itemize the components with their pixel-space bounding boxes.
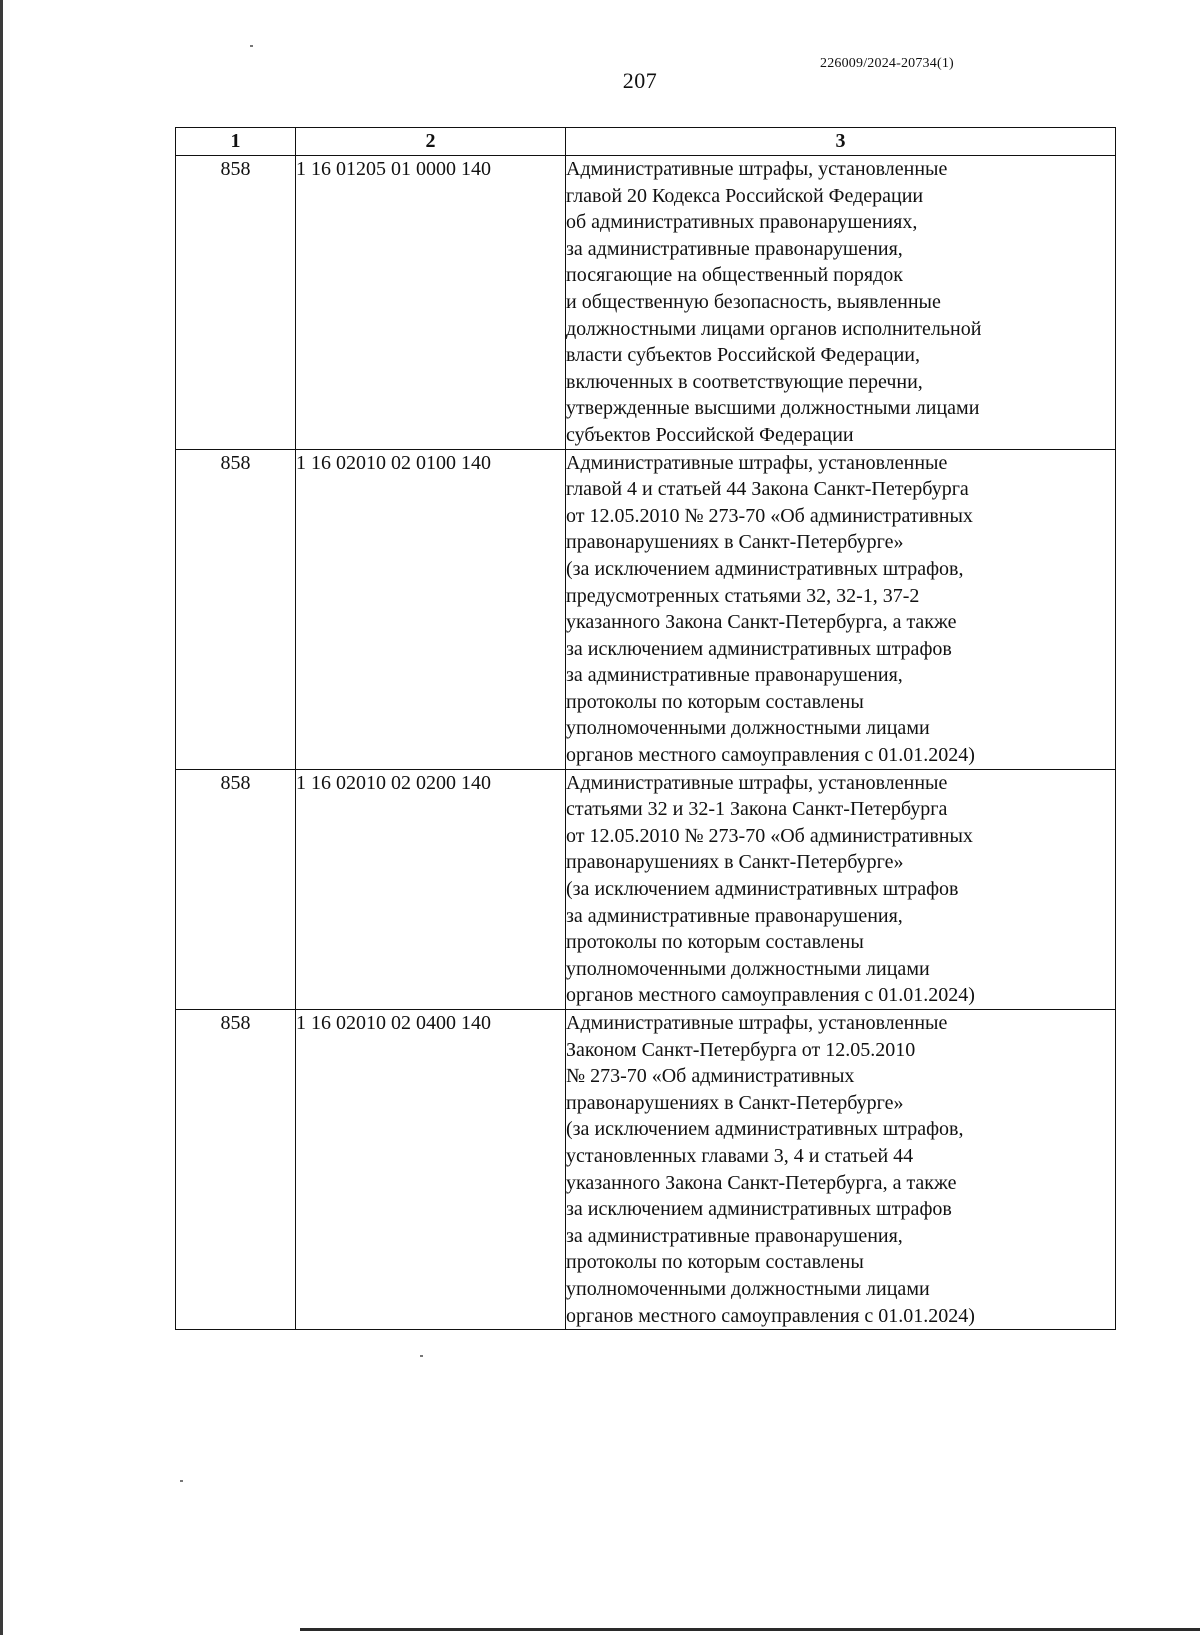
admin-code-cell: 858: [176, 1010, 296, 1330]
column-header-1: 1: [176, 128, 296, 156]
budget-codes-table: [175, 127, 1116, 1330]
table-row: [176, 156, 1116, 450]
admin-code-cell: 858: [176, 769, 296, 1009]
admin-code-cell: 858: [176, 156, 296, 450]
document-id-number: 226009/2024-20734(1): [820, 56, 954, 71]
table-row: [176, 769, 1116, 1009]
scan-speck: [250, 45, 253, 47]
column-header-3: 3: [566, 128, 1116, 156]
budget-code-cell: 1 16 02010 02 0100 140: [296, 449, 566, 769]
page-number: 207: [622, 68, 658, 93]
scan-bottom-edge: [300, 1628, 1200, 1631]
scan-speck: [420, 1355, 423, 1357]
table-row: [176, 449, 1116, 769]
scan-speck: [180, 1480, 183, 1482]
description-cell: Административные штрафы, установленные статьями 32 и 32-1 Закона Санкт-Петербурга от 12.05.2010 № 273-70 «Об административных правонарушениях в Санкт-Петербурге» (за исключением административных штрафов за административные правонарушения, протоколы по которым составлены уполномоченными должностными лицами органов местного самоуправления с 01.01.2024): [566, 769, 1116, 1009]
budget-code-cell: 1 16 02010 02 0200 140: [296, 769, 566, 1009]
column-header-2: 2: [296, 128, 566, 156]
table-row: [176, 1010, 1116, 1330]
scan-left-edge: [0, 0, 3, 1635]
admin-code-cell: 858: [176, 449, 296, 769]
description-cell: Административные штрафы, установленные Законом Санкт-Петербурга от 12.05.2010 № 273-70 «Об административных правонарушениях в Санкт-Петербурге» (за исключением административных штрафов, установленных главами 3, 4 и статьей 44 указанного Закона Санкт-Петербурга, а также за исключением административных штрафов за административные правонарушения, протоколы по которым составлены уполномоченными должностными лицами органов местного самоуправления с 01.01.2024): [566, 1010, 1116, 1330]
description-cell: Административные штрафы, установленные главой 4 и статьей 44 Закона Санкт-Петербурга от 12.05.2010 № 273-70 «Об административных правонарушениях в Санкт-Петербурге» (за исключением административных штрафов, предусмотренных статьями 32, 32-1, 37-2 указанного Закона Санкт-Петербурга, а также за исключением административных штрафов за административные правонарушения, протоколы по которым составлены уполномоченными должностными лицами органов местного самоуправления с 01.01.2024): [566, 449, 1116, 769]
table-header-row: [176, 128, 1116, 156]
budget-code-cell: 1 16 02010 02 0400 140: [296, 1010, 566, 1330]
description-cell: Административные штрафы, установленные главой 20 Кодекса Российской Федерации об административных правонарушениях, за административные правонарушения, посягающие на общественный порядок и общественную безопасность, выявленные должностными лицами органов исполнительной власти субъектов Российской Федерации, включенных в соответствующие перечни, утвержденные высшими должностными лицами субъектов Российской Федерации: [566, 156, 1116, 450]
budget-code-cell: 1 16 01205 01 0000 140: [296, 156, 566, 450]
